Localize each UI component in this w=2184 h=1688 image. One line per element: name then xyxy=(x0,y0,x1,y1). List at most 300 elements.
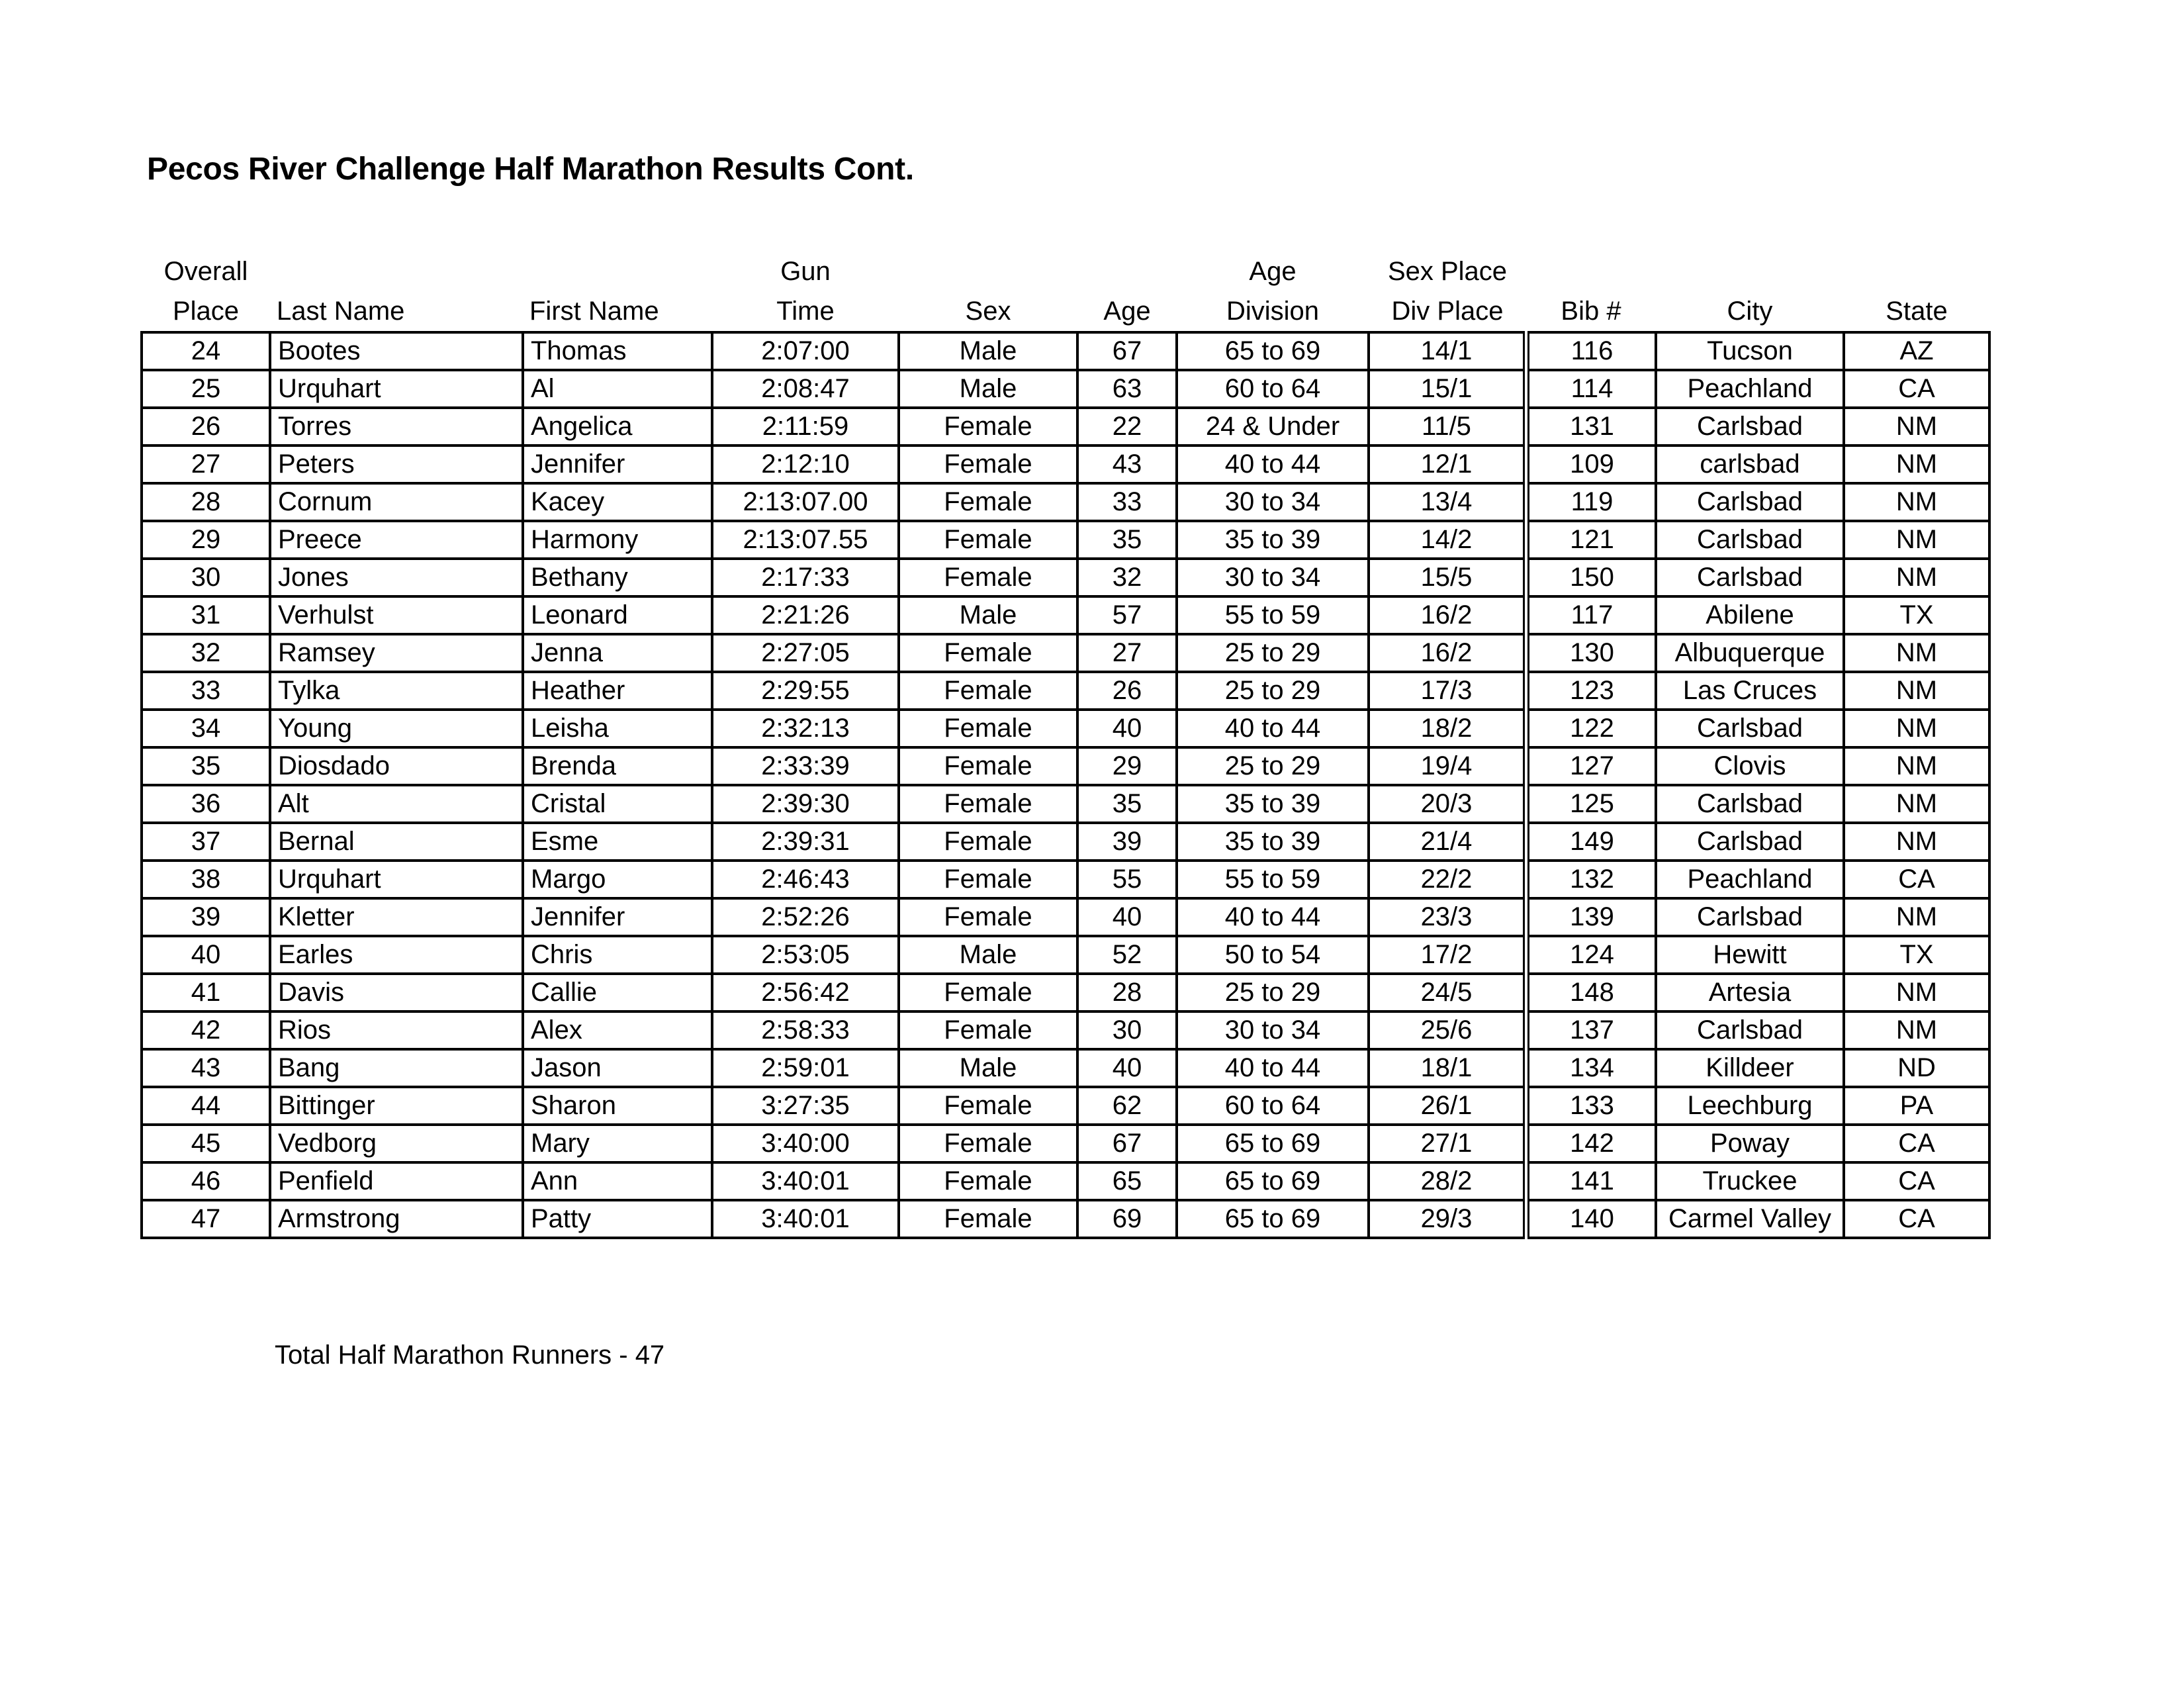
cell-place: 39 xyxy=(142,898,270,936)
cell-sex-place: 11/5 xyxy=(1369,408,1526,445)
cell-gun-time: 3:40:01 xyxy=(712,1162,899,1200)
header-gun-time: Gun Time xyxy=(776,257,835,326)
cell-sex: Female xyxy=(899,1162,1077,1200)
cell-sex-place: 21/4 xyxy=(1369,823,1526,861)
cell-age: 35 xyxy=(1077,521,1177,559)
cell-first-name: Jenna xyxy=(523,634,712,672)
cell-last-name: Earles xyxy=(270,936,523,974)
cell-place: 31 xyxy=(142,596,270,634)
cell-sex: Male xyxy=(899,370,1077,408)
header-age: Age xyxy=(1103,297,1151,326)
cell-sex: Female xyxy=(899,861,1077,898)
cell-age-division: 40 to 44 xyxy=(1177,710,1369,747)
cell-last-name: Vedborg xyxy=(270,1125,523,1162)
cell-first-name: Callie xyxy=(523,974,712,1011)
cell-first-name: Margo xyxy=(523,861,712,898)
table-row xyxy=(142,445,1989,483)
cell-first-name: Mary xyxy=(523,1125,712,1162)
cell-age: 52 xyxy=(1077,936,1177,974)
cell-state: AZ xyxy=(1844,332,1989,370)
cell-sex: Female xyxy=(899,1011,1077,1049)
cell-sex-place: 18/1 xyxy=(1369,1049,1526,1087)
cell-sex-place: 17/3 xyxy=(1369,672,1526,710)
cell-state: TX xyxy=(1844,596,1989,634)
cell-gun-time: 2:07:00 xyxy=(712,332,899,370)
table-header xyxy=(142,252,1989,332)
cell-sex: Male xyxy=(899,936,1077,974)
cell-city: Truckee xyxy=(1656,1162,1844,1200)
cell-bib: 141 xyxy=(1526,1162,1656,1200)
cell-age: 28 xyxy=(1077,974,1177,1011)
cell-place: 38 xyxy=(142,861,270,898)
cell-age-division: 25 to 29 xyxy=(1177,634,1369,672)
cell-age-division: 60 to 64 xyxy=(1177,370,1369,408)
cell-city: Carlsbad xyxy=(1656,559,1844,596)
cell-place: 35 xyxy=(142,747,270,785)
cell-sex: Female xyxy=(899,634,1077,672)
cell-first-name: Alex xyxy=(523,1011,712,1049)
table-row xyxy=(142,1162,1989,1200)
cell-bib: 132 xyxy=(1526,861,1656,898)
table-row xyxy=(142,559,1989,596)
cell-sex: Male xyxy=(899,596,1077,634)
cell-sex: Female xyxy=(899,785,1077,823)
cell-bib: 122 xyxy=(1526,710,1656,747)
cell-age-division: 30 to 34 xyxy=(1177,483,1369,521)
cell-gun-time: 2:32:13 xyxy=(712,710,899,747)
cell-sex-place: 14/2 xyxy=(1369,521,1526,559)
cell-sex: Female xyxy=(899,483,1077,521)
cell-first-name: Patty xyxy=(523,1200,712,1238)
cell-state: CA xyxy=(1844,1200,1989,1238)
total-runners-note: Total Half Marathon Runners - 47 xyxy=(275,1340,665,1370)
cell-place: 33 xyxy=(142,672,270,710)
cell-gun-time: 2:13:07.55 xyxy=(712,521,899,559)
cell-age-division: 40 to 44 xyxy=(1177,898,1369,936)
cell-gun-time: 2:46:43 xyxy=(712,861,899,898)
cell-bib: 109 xyxy=(1526,445,1656,483)
cell-age-division: 55 to 59 xyxy=(1177,861,1369,898)
cell-bib: 134 xyxy=(1526,1049,1656,1087)
cell-age: 43 xyxy=(1077,445,1177,483)
table-body xyxy=(142,332,1989,1238)
cell-gun-time: 2:59:01 xyxy=(712,1049,899,1087)
cell-age: 26 xyxy=(1077,672,1177,710)
cell-state: CA xyxy=(1844,1162,1989,1200)
cell-age: 67 xyxy=(1077,332,1177,370)
cell-sex-place: 15/5 xyxy=(1369,559,1526,596)
header-city: City xyxy=(1727,297,1773,326)
cell-last-name: Cornum xyxy=(270,483,523,521)
cell-sex-place: 29/3 xyxy=(1369,1200,1526,1238)
cell-sex-place: 28/2 xyxy=(1369,1162,1526,1200)
cell-last-name: Bittinger xyxy=(270,1087,523,1125)
table-row xyxy=(142,370,1989,408)
cell-gun-time: 2:56:42 xyxy=(712,974,899,1011)
cell-bib: 150 xyxy=(1526,559,1656,596)
cell-city: Peachland xyxy=(1656,861,1844,898)
header-last-name: Last Name xyxy=(277,297,405,326)
cell-last-name: Diosdado xyxy=(270,747,523,785)
cell-sex: Female xyxy=(899,672,1077,710)
cell-sex: Female xyxy=(899,1125,1077,1162)
header-sex-place: Sex Place Div Place xyxy=(1387,257,1508,326)
cell-sex-place: 13/4 xyxy=(1369,483,1526,521)
table-row xyxy=(142,596,1989,634)
cell-gun-time: 2:21:26 xyxy=(712,596,899,634)
cell-place: 36 xyxy=(142,785,270,823)
table-row xyxy=(142,634,1989,672)
cell-last-name: Young xyxy=(270,710,523,747)
cell-last-name: Armstrong xyxy=(270,1200,523,1238)
cell-state: CA xyxy=(1844,370,1989,408)
cell-place: 41 xyxy=(142,974,270,1011)
cell-first-name: Brenda xyxy=(523,747,712,785)
cell-last-name: Preece xyxy=(270,521,523,559)
cell-sex-place: 27/1 xyxy=(1369,1125,1526,1162)
cell-sex-place: 15/1 xyxy=(1369,370,1526,408)
cell-age-division: 35 to 39 xyxy=(1177,823,1369,861)
cell-gun-time: 2:53:05 xyxy=(712,936,899,974)
cell-first-name: Chris xyxy=(523,936,712,974)
cell-gun-time: 2:12:10 xyxy=(712,445,899,483)
cell-gun-time: 2:29:55 xyxy=(712,672,899,710)
cell-state: NM xyxy=(1844,521,1989,559)
cell-place: 43 xyxy=(142,1049,270,1087)
cell-sex-place: 26/1 xyxy=(1369,1087,1526,1125)
cell-city: Albuquerque xyxy=(1656,634,1844,672)
cell-age: 32 xyxy=(1077,559,1177,596)
cell-city: Carlsbad xyxy=(1656,785,1844,823)
cell-last-name: Bootes xyxy=(270,332,523,370)
table-row xyxy=(142,1087,1989,1125)
cell-sex-place: 17/2 xyxy=(1369,936,1526,974)
cell-age: 39 xyxy=(1077,823,1177,861)
cell-city: Carlsbad xyxy=(1656,823,1844,861)
cell-age-division: 40 to 44 xyxy=(1177,445,1369,483)
cell-first-name: Ann xyxy=(523,1162,712,1200)
cell-bib: 125 xyxy=(1526,785,1656,823)
cell-age: 40 xyxy=(1077,1049,1177,1087)
cell-city: Poway xyxy=(1656,1125,1844,1162)
cell-bib: 121 xyxy=(1526,521,1656,559)
cell-last-name: Jones xyxy=(270,559,523,596)
cell-place: 46 xyxy=(142,1162,270,1200)
cell-sex-place: 22/2 xyxy=(1369,861,1526,898)
cell-place: 44 xyxy=(142,1087,270,1125)
cell-bib: 149 xyxy=(1526,823,1656,861)
cell-first-name: Thomas xyxy=(523,332,712,370)
table-row xyxy=(142,1125,1989,1162)
cell-sex: Female xyxy=(899,898,1077,936)
cell-place: 25 xyxy=(142,370,270,408)
table-row xyxy=(142,1200,1989,1238)
table-row xyxy=(142,861,1989,898)
results-table xyxy=(140,252,1991,1239)
cell-sex-place: 25/6 xyxy=(1369,1011,1526,1049)
cell-state: NM xyxy=(1844,1011,1989,1049)
cell-age: 40 xyxy=(1077,710,1177,747)
cell-city: Leechburg xyxy=(1656,1087,1844,1125)
cell-city: Carlsbad xyxy=(1656,521,1844,559)
cell-age: 57 xyxy=(1077,596,1177,634)
cell-age: 33 xyxy=(1077,483,1177,521)
cell-gun-time: 2:08:47 xyxy=(712,370,899,408)
table-row xyxy=(142,747,1989,785)
cell-state: NM xyxy=(1844,445,1989,483)
cell-place: 28 xyxy=(142,483,270,521)
cell-first-name: Bethany xyxy=(523,559,712,596)
cell-sex-place: 24/5 xyxy=(1369,974,1526,1011)
cell-last-name: Urquhart xyxy=(270,861,523,898)
table-row xyxy=(142,710,1989,747)
cell-place: 29 xyxy=(142,521,270,559)
cell-place: 32 xyxy=(142,634,270,672)
cell-place: 37 xyxy=(142,823,270,861)
cell-age-division: 35 to 39 xyxy=(1177,521,1369,559)
header-first-name: First Name xyxy=(529,297,659,326)
cell-age-division: 40 to 44 xyxy=(1177,1049,1369,1087)
cell-sex: Female xyxy=(899,823,1077,861)
cell-first-name: Jason xyxy=(523,1049,712,1087)
cell-city: Carlsbad xyxy=(1656,483,1844,521)
cell-last-name: Peters xyxy=(270,445,523,483)
cell-last-name: Tylka xyxy=(270,672,523,710)
cell-first-name: Esme xyxy=(523,823,712,861)
cell-first-name: Al xyxy=(523,370,712,408)
cell-city: Clovis xyxy=(1656,747,1844,785)
cell-age-division: 65 to 69 xyxy=(1177,1125,1369,1162)
cell-age-division: 25 to 29 xyxy=(1177,747,1369,785)
table-row xyxy=(142,521,1989,559)
cell-bib: 124 xyxy=(1526,936,1656,974)
cell-age-division: 50 to 54 xyxy=(1177,936,1369,974)
cell-city: Artesia xyxy=(1656,974,1844,1011)
cell-city: carlsbad xyxy=(1656,445,1844,483)
cell-age-division: 35 to 39 xyxy=(1177,785,1369,823)
cell-place: 30 xyxy=(142,559,270,596)
cell-bib: 117 xyxy=(1526,596,1656,634)
cell-age: 63 xyxy=(1077,370,1177,408)
cell-last-name: Bernal xyxy=(270,823,523,861)
header-state: State xyxy=(1886,297,1948,326)
table-row xyxy=(142,1011,1989,1049)
cell-city: Carlsbad xyxy=(1656,710,1844,747)
cell-bib: 139 xyxy=(1526,898,1656,936)
table-row xyxy=(142,974,1989,1011)
cell-last-name: Urquhart xyxy=(270,370,523,408)
cell-bib: 114 xyxy=(1526,370,1656,408)
cell-sex-place: 23/3 xyxy=(1369,898,1526,936)
header-age-division: Age Division xyxy=(1226,257,1320,326)
cell-gun-time: 2:17:33 xyxy=(712,559,899,596)
cell-city: Abilene xyxy=(1656,596,1844,634)
cell-bib: 119 xyxy=(1526,483,1656,521)
cell-gun-time: 3:40:01 xyxy=(712,1200,899,1238)
cell-sex: Male xyxy=(899,1049,1077,1087)
cell-age: 30 xyxy=(1077,1011,1177,1049)
cell-age-division: 65 to 69 xyxy=(1177,332,1369,370)
header-overall-place: Overall Place xyxy=(163,257,248,326)
cell-place: 27 xyxy=(142,445,270,483)
cell-state: NM xyxy=(1844,559,1989,596)
table-row xyxy=(142,408,1989,445)
cell-last-name: Rios xyxy=(270,1011,523,1049)
cell-sex: Female xyxy=(899,1087,1077,1125)
cell-state: NM xyxy=(1844,747,1989,785)
cell-last-name: Bang xyxy=(270,1049,523,1087)
cell-sex-place: 18/2 xyxy=(1369,710,1526,747)
cell-place: 24 xyxy=(142,332,270,370)
cell-last-name: Torres xyxy=(270,408,523,445)
cell-bib: 137 xyxy=(1526,1011,1656,1049)
cell-state: CA xyxy=(1844,861,1989,898)
cell-first-name: Leisha xyxy=(523,710,712,747)
table-row xyxy=(142,936,1989,974)
cell-sex-place: 16/2 xyxy=(1369,634,1526,672)
cell-bib: 133 xyxy=(1526,1087,1656,1125)
table-row xyxy=(142,898,1989,936)
cell-gun-time: 2:33:39 xyxy=(712,747,899,785)
table-row xyxy=(142,332,1989,370)
table-row xyxy=(142,672,1989,710)
cell-first-name: Jennifer xyxy=(523,898,712,936)
cell-last-name: Davis xyxy=(270,974,523,1011)
cell-last-name: Kletter xyxy=(270,898,523,936)
cell-age-division: 30 to 34 xyxy=(1177,1011,1369,1049)
cell-sex: Male xyxy=(899,332,1077,370)
table-row xyxy=(142,1049,1989,1087)
cell-age-division: 65 to 69 xyxy=(1177,1162,1369,1200)
cell-sex: Female xyxy=(899,974,1077,1011)
cell-age: 62 xyxy=(1077,1087,1177,1125)
cell-place: 47 xyxy=(142,1200,270,1238)
cell-city: Carmel Valley xyxy=(1656,1200,1844,1238)
cell-city: Peachland xyxy=(1656,370,1844,408)
cell-first-name: Angelica xyxy=(523,408,712,445)
page-title: Pecos River Challenge Half Marathon Results Cont. xyxy=(147,152,914,187)
cell-sex-place: 19/4 xyxy=(1369,747,1526,785)
table-row xyxy=(142,483,1989,521)
cell-bib: 131 xyxy=(1526,408,1656,445)
cell-gun-time: 2:58:33 xyxy=(712,1011,899,1049)
cell-city: Carlsbad xyxy=(1656,1011,1844,1049)
cell-sex: Female xyxy=(899,710,1077,747)
cell-gun-time: 2:39:31 xyxy=(712,823,899,861)
cell-first-name: Heather xyxy=(523,672,712,710)
cell-gun-time: 3:40:00 xyxy=(712,1125,899,1162)
cell-age: 35 xyxy=(1077,785,1177,823)
cell-first-name: Kacey xyxy=(523,483,712,521)
cell-state: ND xyxy=(1844,1049,1989,1087)
cell-age-division: 30 to 34 xyxy=(1177,559,1369,596)
cell-sex: Female xyxy=(899,747,1077,785)
cell-age: 69 xyxy=(1077,1200,1177,1238)
cell-last-name: Alt xyxy=(270,785,523,823)
cell-place: 40 xyxy=(142,936,270,974)
cell-place: 26 xyxy=(142,408,270,445)
cell-sex-place: 20/3 xyxy=(1369,785,1526,823)
cell-last-name: Verhulst xyxy=(270,596,523,634)
cell-bib: 142 xyxy=(1526,1125,1656,1162)
cell-state: NM xyxy=(1844,710,1989,747)
cell-bib: 116 xyxy=(1526,332,1656,370)
cell-sex: Female xyxy=(899,521,1077,559)
cell-sex: Female xyxy=(899,559,1077,596)
cell-bib: 127 xyxy=(1526,747,1656,785)
header-sex: Sex xyxy=(965,297,1011,326)
cell-last-name: Penfield xyxy=(270,1162,523,1200)
cell-age-division: 65 to 69 xyxy=(1177,1200,1369,1238)
cell-age-division: 25 to 29 xyxy=(1177,974,1369,1011)
cell-age: 55 xyxy=(1077,861,1177,898)
cell-city: Carlsbad xyxy=(1656,408,1844,445)
cell-first-name: Jennifer xyxy=(523,445,712,483)
cell-gun-time: 2:27:05 xyxy=(712,634,899,672)
cell-state: NM xyxy=(1844,974,1989,1011)
cell-sex: Female xyxy=(899,1200,1077,1238)
cell-sex-place: 16/2 xyxy=(1369,596,1526,634)
cell-place: 42 xyxy=(142,1011,270,1049)
cell-first-name: Sharon xyxy=(523,1087,712,1125)
cell-age-division: 25 to 29 xyxy=(1177,672,1369,710)
cell-gun-time: 2:52:26 xyxy=(712,898,899,936)
cell-state: CA xyxy=(1844,1125,1989,1162)
cell-state: NM xyxy=(1844,672,1989,710)
cell-state: NM xyxy=(1844,408,1989,445)
cell-sex-place: 12/1 xyxy=(1369,445,1526,483)
header-bib: Bib # xyxy=(1561,297,1621,326)
cell-state: NM xyxy=(1844,483,1989,521)
cell-state: NM xyxy=(1844,898,1989,936)
cell-sex-place: 14/1 xyxy=(1369,332,1526,370)
cell-city: Las Cruces xyxy=(1656,672,1844,710)
cell-state: NM xyxy=(1844,634,1989,672)
cell-state: TX xyxy=(1844,936,1989,974)
cell-first-name: Cristal xyxy=(523,785,712,823)
cell-bib: 140 xyxy=(1526,1200,1656,1238)
cell-gun-time: 2:39:30 xyxy=(712,785,899,823)
cell-gun-time: 2:13:07.00 xyxy=(712,483,899,521)
cell-age-division: 24 & Under xyxy=(1177,408,1369,445)
cell-age: 27 xyxy=(1077,634,1177,672)
cell-bib: 148 xyxy=(1526,974,1656,1011)
cell-first-name: Harmony xyxy=(523,521,712,559)
cell-sex: Female xyxy=(899,408,1077,445)
cell-age: 22 xyxy=(1077,408,1177,445)
cell-gun-time: 3:27:35 xyxy=(712,1087,899,1125)
cell-city: Tucson xyxy=(1656,332,1844,370)
table-row xyxy=(142,785,1989,823)
cell-first-name: Leonard xyxy=(523,596,712,634)
cell-state: PA xyxy=(1844,1087,1989,1125)
cell-city: Carlsbad xyxy=(1656,898,1844,936)
cell-city: Killdeer xyxy=(1656,1049,1844,1087)
cell-sex: Female xyxy=(899,445,1077,483)
cell-age: 67 xyxy=(1077,1125,1177,1162)
cell-bib: 123 xyxy=(1526,672,1656,710)
table-row xyxy=(142,823,1989,861)
cell-city: Hewitt xyxy=(1656,936,1844,974)
cell-age: 29 xyxy=(1077,747,1177,785)
cell-state: NM xyxy=(1844,785,1989,823)
cell-state: NM xyxy=(1844,823,1989,861)
cell-gun-time: 2:11:59 xyxy=(712,408,899,445)
cell-age-division: 55 to 59 xyxy=(1177,596,1369,634)
cell-place: 45 xyxy=(142,1125,270,1162)
cell-age: 40 xyxy=(1077,898,1177,936)
cell-bib: 130 xyxy=(1526,634,1656,672)
